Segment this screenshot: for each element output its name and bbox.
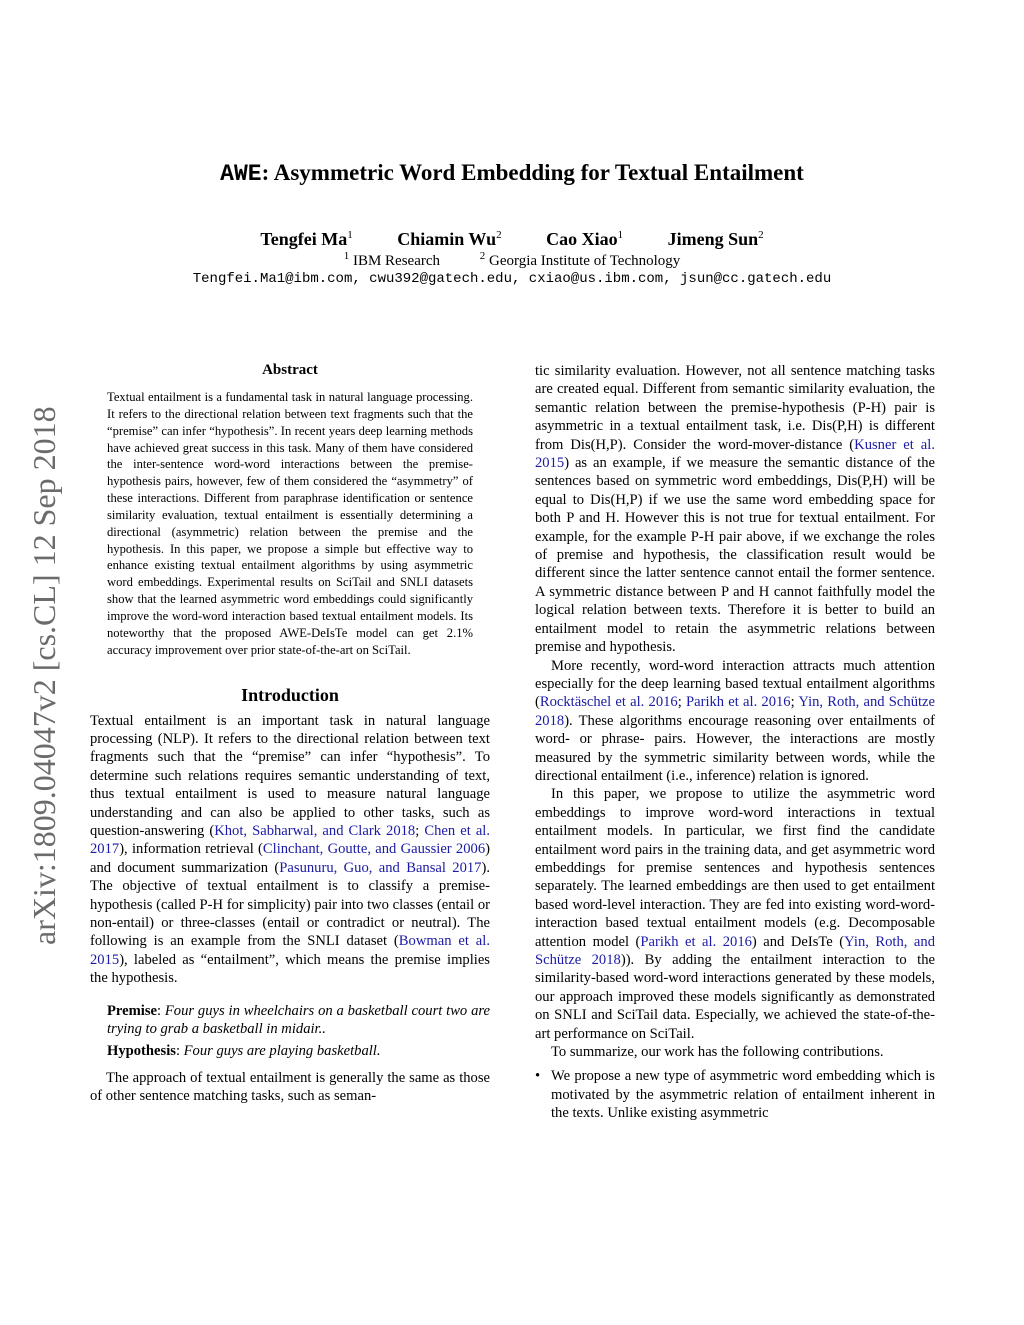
intro-paragraph-4: In this paper, we propose to utilize the asymmetric word embeddings to improve word-word interactions in textual entailment models. In particular, we first find the candidate entailment word pairs in the training data, and get asymmetric word embeddings for premise sentences and hypothesis sentences separately. The learned embeddings are then used to get entailment based word-level interaction. They are fed into existing word-word-interaction based textual entailment models (e.g. Decomposable attention model (Parikh et al. 2016) and DeIsTe (Yin, Roth, and Schütze 2018)). By adding the entailment interaction to the similarity-based word-word interactions generated by these models, our approach improved these models significantly as demonstrated on SNLI and SciTail data. Especially, we achieved the state-of-the-art performance on SciTail. xyxy=(535,786,935,1042)
intro-paragraph-2-start: The approach of textual entailment is generally the same as those of other sentence matching tasks, such as seman- xyxy=(90,1069,490,1105)
citation-link[interactable]: Yin, Roth, and Schütze 2018 xyxy=(535,694,935,729)
author: Tengfei Ma$^1$ xyxy=(260,229,353,249)
left-column xyxy=(90,362,490,1106)
affiliations xyxy=(0,250,1024,270)
section-heading-introduction: Introduction xyxy=(241,684,339,705)
abstract-text: Textual entailment is a fundamental task in natural language processing. It refers to the directional relation between text fragments such that the “premise” can infer “hypothesis”. In recent years deep learning methods have achieved great success in this task. Many of them have considered the inter-sentence word-word interactions between the premise-hypothesis pairs, however, few of them considered the “asymmetry” of these interactions. Different from paraphrase identification or sentence similarity evaluation, textual entailment is essentially determining a directional (asymmetric) relation between the premise and the hypothesis. In this paper, we propose a simple but effective way to enhance existing textual entailment algorithms by using asymmetric word embeddings. Experimental results on SciTail and SNLI datasets show that the learned asymmetric word embeddings could significantly improve the word-word interaction based textual entailment models. Its noteworthy that the proposed AWE-DeIsTe model can get 2.1% accuracy improvement over prior state-of-the-art on SciTail. xyxy=(107,390,473,657)
author: Jimeng Sun$^2$ xyxy=(667,229,764,249)
citation-link[interactable]: Khot, Sabharwal, and Clark 2018 xyxy=(214,822,416,839)
abstract-heading: Abstract xyxy=(262,362,318,378)
affiliation: $^2$ Georgia Institute of Technology xyxy=(479,250,681,269)
citation-link[interactable]: Kusner et al. 2015 xyxy=(535,436,935,472)
affiliation: $^1$ IBM Research xyxy=(343,250,441,269)
p2-text: tic similarity evaluation. However, not all sentence matching tasks are created equal. Different from semantic similarity evaluation, the semantic relation between the premise-hypothesis (P-H) pair is asymmetric in a textual entailment task, i.e. Dis(P,H) is different from Dis(H,P). Consider the word-mover-distance ( xyxy=(535,363,935,453)
citation-link[interactable]: Bowman et al. 2015 xyxy=(90,933,490,968)
citation-link[interactable]: Chen et al. 2017 xyxy=(90,822,490,858)
intro-paragraph-1: Textual entailment is an important task in natural language processing (NLP). It refers to the directional relation between text fragments such that the “premise” can infer “hypothesis”. To determine such relations requires semantic understanding of text, thus textual entailment is used to measure natural language understanding and can also be applied to other tasks, such as question-answering (Khot, Sabharwal, and Clark 2018; Chen et al. 2017), information retrieval (Clinchant, Goutte, and Gaussier 2006) and document summarization (Pasunuru, Guo, and Bansal 2017). The objective of textual entailment is to classify a premise-hypothesis (called P-H for simplicity) pair into two classes (entail or non-entail) or three-classes (entail or contradict or neutral). The following is an example from the SNLI dataset (Bowman et al. 2015), labeled as “entailment”, which means the premise implies the hypothesis. xyxy=(90,712,490,987)
intro-paragraph-2-cont: tic similarity evaluation. However, not all sentence matching tasks are created equal. Different from semantic similarity evaluation, the semantic relation between the premise-hypothesis (P-H) pair is asymmetric in a textual entailment task, i.e. Dis(P,H) is different from Dis(H,P). Consider the word-mover-distance (Kusner et al. 2015) as an example, if we measure the semantic distance of the sentences based on symmetric word embeddings, Dis(P,H) will be equal to Dis(H,P) if we use the same word embedding space for both P and H. However this is not true for textual entailment. For example, for the example P-H pair above, if we exchange the roles of premise and hypothesis, the classification result would be different since the latter sentence cannot entail the former sentence. A symmetric distance between P and H cannot faithfully model the logical relation between texts. Therefore it is better to build an entailment model to retain the asymmetric relations between premise and hypothesis. xyxy=(535,363,935,656)
author: Chiamin Wu$^2$ xyxy=(397,229,502,249)
citation-link[interactable]: Parikh et al. 2016 xyxy=(685,694,791,711)
citation-link[interactable]: Yin, Roth, and Schütze 2018 xyxy=(535,933,935,968)
right-column xyxy=(535,362,935,1123)
title-acronym: AWE xyxy=(220,161,262,187)
hypothesis-line: Hypothesis: Four guys are playing basketball. xyxy=(107,1043,381,1060)
premise-line: Premise: Four guys in wheelchairs on a basketball court two are trying to grab a basketball in midair.. xyxy=(107,1002,490,1037)
author-list xyxy=(0,229,1024,250)
paper-title xyxy=(0,160,1024,187)
bullet-icon: • xyxy=(535,1068,541,1085)
contribution-bullet: • We propose a new type of asymmetric word embedding which is motivated by the asymmetric relation of entailment inherent in the texts. Unlike existing asymmetric xyxy=(535,1068,935,1122)
citation-link[interactable]: Pasunuru, Guo, and Bansal 2017 xyxy=(279,859,482,876)
citation-link[interactable]: Clinchant, Goutte, and Gaussier 2006 xyxy=(262,841,486,858)
author-emails: Tengfei.Ma1@ibm.com, cwu392@gatech.edu, cxiao@us.ibm.com, jsun@cc.gatech.edu xyxy=(192,271,832,287)
intro-paragraph-5: To summarize, our work has the following contributions. xyxy=(551,1044,884,1061)
author: Cao Xiao$^1$ xyxy=(546,229,624,249)
citation-link[interactable]: Rocktäschel et al. 2016 xyxy=(539,694,678,711)
title-rest: : Asymmetric Word Embedding for Textual Entailment xyxy=(261,160,804,185)
citation-link[interactable]: Parikh et al. 2016 xyxy=(640,933,752,950)
snli-example xyxy=(107,1002,490,1061)
intro-paragraph-3: More recently, word-word interaction attracts much attention especially for the deep learning based textual entailment algorithms (Rocktäschel et al. 2016; Parikh et al. 2016; Yin, Roth, and Schütze 2018). These algorithms encourage reasoning over entailments of word- or phrase- pairs. However, the interactions are mostly measured by the symmetric similarity between words, while the directional entailment (i.e., inference) relation is ignored. xyxy=(535,657,935,784)
arxiv-stamp: arXiv:1809.04047v2 [cs.CL] 12 Sep 2018 xyxy=(26,406,62,945)
